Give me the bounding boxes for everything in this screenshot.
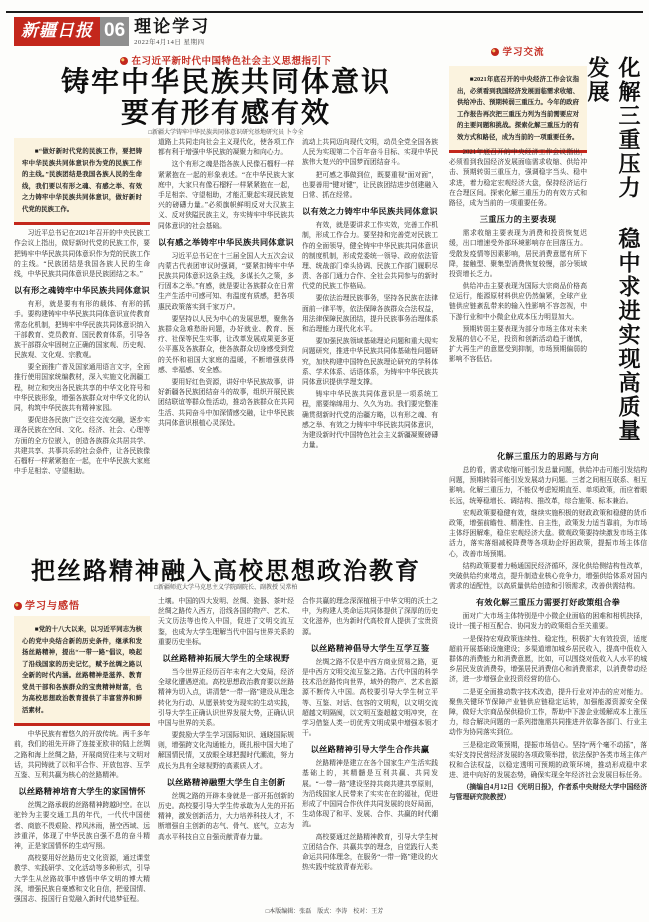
masthead <box>14 17 210 46</box>
paragraph: 丝绸之路承载的丝路精神跨越时空。在以驼铃为主要交通工具的年代，一代代中国使者、商旅不畏艰险、栉风沐雨，凿空西域、远涉重洋，体现了中华民族自强不息的奋斗精神，正是家国情怀的生动写照。 <box>14 802 150 850</box>
paragraph: 2021年底召开的中央经济工作会议指出，必须看到我国经济发展面临需求收缩、供给冲击、预期转弱三重压力，强调稳字当头、稳中求进，着力稳定宏观经济大盘，保持经济运行在合理区间。探索化解三重压力的有效方式和路径，成为当前的一项重要任务。 <box>449 149 587 207</box>
paragraph: 中华民族有着悠久的开放传统。两千多年前，我们的祖先开辟了连接亚欧非的陆上丝绸之路和海上丝绸之路，开展商贸往来与文明对话，共同铸就了以和平合作、开放包容、互学互鉴、互利共赢为核心的丝路精神。 <box>14 731 150 779</box>
source-note: （摘编自4月12日《光明日报》，作者系中央财经大学中国经济与管理研究院教授） <box>449 784 647 802</box>
main-kicker <box>14 53 438 67</box>
paragraph: 要坚持以人民为中心的发展思想，聚焦各族群众急难愁盼问题，办好就业、教育、医疗、社保等民生实事，让改革发展成果更多更公平惠及各族群众，使各族群众切身感受到党的关怀和祖国大家庭的温暖，不断增强获得感、幸福感、安全感。 <box>158 315 294 374</box>
paragraph: 高校要通过丝路精神教育，引导大学生树立团结合作、共赢共享的理念，自觉践行人类命运共同体理念，在服务“一带一路”建设的火热实践中绽放青春光彩。 <box>302 833 438 872</box>
bottom-col-3 <box>302 597 438 903</box>
right-vertical-headline: 化解三重压力 稳中求进实现高质量发展 <box>585 56 641 443</box>
paragraph: 结构政策要着力畅通国民经济循环，深化供给侧结构性改革，突破供给约束堵点，提升制造业核心竞争力，增强供给体系对国内需求的适配性，以高质量供给创造和引领需求，改善供需结构。 <box>449 562 647 591</box>
subhead-hezuo-gongying: 以丝路精神引导大学生合作共赢 <box>310 745 430 755</box>
study-reflection-header <box>14 597 150 612</box>
right-summary-box-wrap <box>449 66 579 157</box>
paragraph: 当今世界正经历百年未有之大变局，经济全球化遭遇逆流。高校思想政治教育要以丝路精神为切入点，讲清楚“一带一路”建设从理念转化为行动、从愿景转变为现实的生动实践，引导大学生正确认识世界发展大势，正确认识中国与世界的关系。 <box>158 668 294 727</box>
bottom-col-1 <box>14 597 150 903</box>
emblem-icon <box>120 57 128 65</box>
paragraph: 这个有形之魂是指各族人民像石榴籽一样紧紧抱在一起的形象表述。“在中华民族大家庭中，大家只有像石榴籽一样紧紧抱在一起，手足相亲、守望相助，才能汇聚起实现民族复兴的磅礴力量。”必须旗帜鲜明反对大汉族主义、反对狭隘民族主义，夯实铸牢中华民族共同体意识的社会基础。 <box>158 161 294 230</box>
main-col-2 <box>158 138 294 546</box>
main-col-1 <box>14 138 150 546</box>
paragraph: 有形，就是要有有形的载体、有形的抓手。要构建铸牢中华民族共同体意识宣传教育常态化机制，把铸牢中华民族共同体意识纳入干部教育、党员教育、国民教育体系，引导各族干部群众牢固树立正确的国家观、历史观、民族观、文化观、宗教观。 <box>14 301 150 360</box>
bottom-summary-box <box>14 616 150 726</box>
main-col-3 <box>302 138 438 546</box>
subhead-zhengce-zuheqian: 有效化解三重压力需要打好政策组合拳 <box>475 598 621 608</box>
bottom-summary-text: ■党的十八大以来，以习近平同志为核心的党中央结合新的历史条件，继承和发扬丝路精神，提出“一带一路”倡议，唤起了沿线国家的历史记忆，赋予丝绸之路以全新的时代内涵。丝路精神是滋养、教育党员干部和各族群众的宝贵精神财富，也为高校思想政治教育提供了丰富营养和鲜活素材。 <box>22 626 142 714</box>
subhead-huxue-hujian: 以丝路精神倡导大学生互学互鉴 <box>310 643 430 653</box>
paragraph: 三是稳定政策预期，提振市场信心。坚持“两个毫不动摇”，落实好支持民营经济发展的各项政策举措，依法保护各类市场主体产权和合法权益，以稳定透明可预期的政策环境，推动形成稳中求进、进中向好的发展态势，确保实现全年经济社会发展目标任务。 <box>449 741 647 780</box>
bottom-col-2 <box>158 597 294 903</box>
main-summary-box <box>14 138 150 225</box>
paragraph: 有效，就是要讲求工作实效，完善工作机制，形成工作合力。要坚持和完善党对民族工作的全面领导，健全铸牢中华民族共同体意识的制度机制，形成党委统一领导、政府依法管理、统战部门牵头协调、民族工作部门履职尽责、各部门通力合作、全社会共同参与的新时代党的民族工作格局。 <box>302 222 438 291</box>
bottom-headline: 把丝路精神融入高校思想政治教育 <box>31 558 421 585</box>
main-kicker-text: 在习近平新时代中国特色社会主义思想指引下 <box>131 56 332 67</box>
subhead-jiaguo-qinghuai: 以丝路精神培育大学生的家国情怀 <box>18 787 146 797</box>
main-headline-line1: 铸牢中华民族共同体意识 <box>60 66 391 97</box>
subhead-silu-fangxiang: 化解三重压力的思路与方向 <box>497 452 599 461</box>
paragraph: 面对广大市场主体特别是中小微企业面临的困难和相机抉择，设计一揽子相互配合、协同发力的政策组合至关重要。 <box>449 613 647 631</box>
subhead-youxing: 以有形之魂铸牢中华民族共同体意识 <box>14 286 150 296</box>
paragraph: 需求收缩主要表现为消费和投资恢复迟缓，出口增速受外部环境影响存在回落压力。受散发疫情等因素影响，居民消费意愿有所下降，接触型、聚集型消费恢复较慢，部分领域投资增长乏力。 <box>449 230 587 278</box>
page-number: 06 <box>100 17 129 46</box>
paragraph: 习近平总书记在2021年召开的中央民族工作会议上指出，做好新时代党的民族工作，要把铸牢中华民族共同体意识作为党的民族工作的主线。“民族团结是我国各族人民的生命线，中华民族共同体意识是民族团结之本。” <box>14 230 150 278</box>
emblem-icon <box>491 48 499 56</box>
paragraph: 预期转弱主要表现为部分市场主体对未来发展的信心不足，投资和创新活动趋于谨慎，扩大再生产的意愿受到抑制，市场预期偏弱的影响不容低估。 <box>449 325 587 364</box>
subhead-quanqiu-shiye: 以丝路精神拓展大学生的全球视野 <box>162 653 290 663</box>
right-article-narrow-column <box>449 148 587 444</box>
section-title: 理论学习 <box>134 17 211 36</box>
paragraph: 要加强民族领域基础理论问题和重大现实问题研究，推进中华民族共同体基础性问题研究，加快构建中国特色民族理论研究的学科体系、学术体系、话语体系，为铸牢中华民族共同体意识提供学理支撑。 <box>302 338 438 386</box>
subhead-yougan: 以有感之举铸牢中华民族共同体意识 <box>158 237 294 247</box>
paragraph: 要全面推广普及国家通用语言文字，全面推行使用国家统编教材，深入实施文化润疆工程，树立和突出各民族共享的中华文化符号和中华民族形象，增强各族群众对中华文化的认同，构筑中华民族共有精神家园。 <box>14 364 150 412</box>
main-summary-text: ■“做好新时代党的民族工作，要把铸牢中华民族共同体意识作为党的民族工作的主线。”民族团结是我国各族人民的生命线，我们要以有形之魂、有感之举、有效之力铸牢中华民族共同体意识，做好新时代党的民族工作。 <box>22 148 142 213</box>
right-summary-text: ■2021年底召开的中央经济工作会议指出，必须看到我国经济发展面临需求收缩、供给冲击、预期转弱三重压力。今年的政府工作报告再次把三重压力列为当前需要应对的主要问题和挑战。探索化解三重压力的有效方式和路径，成为当前的一项重要任务。 <box>457 76 579 141</box>
paragraph: 高校要用好丝路历史文化资源，通过课堂教学、实践研学、文化活动等多种形式，引导大学生从丝路故事中感悟中华文明的博大精深，增强民族自豪感和文化自信，把爱国情、强国志、报国行自觉融入新时代追梦征程。 <box>14 855 150 903</box>
paragraph: 总的看，需求收缩可能引发总量问题，供给冲击可能引发结构问题，预期转弱可能引发发展动力问题。三者之间相互联系、相互影响。化解三重压力，不能仅考虑短期直至、单项政策，而应着眼长远，统筹稳增长、调结构、推改革，综合施策、标本兼治。 <box>449 467 647 505</box>
page-date: 2022年4月14日 星期四 <box>134 39 205 46</box>
main-headline-line2: 要有形有感有效 <box>120 97 331 129</box>
bottom-byline: □新疆师范大学马克思主义学院副院长、副教授 吴常柏 <box>154 585 298 591</box>
paragraph: 丝绸之路的开辟本身就是一部开拓创新的历史。高校要引导大学生传承敢为人先的开拓精神，激发创新活力，大力培养科技人才，不断增强自主创新的志气、骨气、底气，立志为高水平科技自立自强贡献青春力量。 <box>158 792 294 841</box>
paragraph: 一是保持宏观政策连续性、稳定性，积极扩大有效投资，适度超前开展基础设施建设；多渠道增加城乡居民收入，提高中低收入群体的消费能力和消费意愿，比如，可以围绕对低收入人水平的城乡居民发放消费券，增强居民消费信心和消费需求，以消费带动经济，进一步增强企业投资经营的信心。 <box>449 635 647 684</box>
paragraph: 土壤。中国的四大发明、丝绸、瓷器、茶叶经丝绸之路传入西方，沿线各国的物产、艺术、天文历法等也传入中国，促进了文明交流互鉴，也成为大学生理解当代中国与世界关系的重要历史坐标。 <box>158 598 294 646</box>
section-block <box>134 17 210 46</box>
main-article-columns <box>14 138 438 546</box>
main-headline <box>14 66 438 129</box>
study-exchange-header <box>448 44 588 58</box>
paragraph: 道路上共同走向社会主义现代化，使各项工作都有利于增强中华民族的凝聚力和向心力。 <box>158 139 294 157</box>
paragraph: 要依法治理民族事务，坚持各民族在法律面前一律平等，依法保障各族群众合法权益，用法律保障民族团结，提升民族事务治理体系和治理能力现代化水平。 <box>302 295 438 333</box>
paragraph: 要用好红色资源，讲好中华民族故事，讲好新疆各民族团结奋斗的故事，组织开展民族团结联谊等群众性活动，推动各族群众在共同生活、共同奋斗中加深情感交融，让中华民族共同体意识根植心灵深处。 <box>158 378 294 427</box>
main-byline: □新疆大学铸牢中华民族共同体意识研究基地研究员 卜今全 <box>148 130 304 136</box>
paragraph: 把可感之事做到位，既要重视“面对面”，也要善用“键对键”，让民族团结进步创建融入日常、抓在经常。 <box>302 171 438 199</box>
top-rule <box>6 11 643 13</box>
emblem-icon <box>14 602 22 610</box>
paragraph: 丝绸之路不仅是中西方商业贸易之路，更是中西方文明交流互鉴之路。古代中国的科学技术沿丝路传向世界，域外的物产、艺术也源源不断传入中国。高校要引导大学生树立平等、互鉴、对话、包容的文明观，以文明交流超越文明隔阂，以文明互鉴超越文明冲突，在学习借鉴人类一切优秀文明成果中增强本领才干。 <box>302 658 438 738</box>
paragraph: 宏观政策要稳健有效，继续实施积极的财政政策和稳健的货币政策，增强前瞻性、精准性、自主性，政策发力适当靠前，为市场主体纾困解难，稳住宏观经济大盘。微观政策要持续激发市场主体活力，落实落细减税降费等各项助企纾困政策，提振市场主体信心，改善市场预期。 <box>449 509 647 558</box>
right-article-wide-column <box>449 446 647 892</box>
paragraph: 要鼓励大学生学习国际知识、通晓国际规则，增强跨文化沟通能力，既扎根中国大地了解国情民情，又放眼全球把握时代潮流，努力成长为具有全球视野的高素质人才。 <box>158 732 294 770</box>
study-reflection-label: 学习与感悟 <box>25 601 80 612</box>
paragraph: 丝路精神是建立在各个国家生产生活实践基础上的，其精髓是互利共赢、共同发展。“一带一路”建设坚持共商共建共享原则，为沿线国家人民带来了实实在在的福祉，促进形成了中国同合作伙伴共同发展的良好局面，生动体现了和平、发展、合作、共赢的时代潮流。 <box>302 760 438 829</box>
right-summary-box <box>449 66 587 153</box>
subhead-zizhu-chuangxin: 以丝路精神融塑大学生自主创新 <box>166 777 286 787</box>
paragraph: 要促进各民族广泛交往交流交融，逐步实现各民族在空间、文化、经济、社会、心理等方面的全方位嵌入，创造各族群众共居共学、共建共享、共事共乐的社会条件，让各民族像石榴籽一样紧紧抱在一起，在中华民族大家庭中手足相亲、守望相助。 <box>14 417 150 476</box>
study-exchange-label: 学习交流 <box>502 47 545 58</box>
paragraph: 流动上共同迈向现代文明，动员全党全国各族人民为实现第二个百年奋斗目标、实现中华民族伟大复兴的中国梦而团结奋斗。 <box>302 139 438 167</box>
paragraph: 铸牢中华民族共同体意识是一项系统工程，需要绵绵用力、久久为功。我们要完整准确贯彻新时代党的治疆方略，以有形之魂、有感之举、有效之力铸牢中华民族共同体意识，为建设新时代中国特色社会主义新疆凝聚磅礴力量。 <box>302 391 438 450</box>
subhead-youxiao: 以有效之力铸牢中华民族共同体意识 <box>302 207 438 217</box>
paragraph: 习近平总书记在十三届全国人大五次会议内蒙古代表团审议时强调，“要紧扣铸牢中华民族共同体意识这条主线，多谋长久之策，多行固本之举。”有感，就是要让各族群众在日常生产生活中可感可知、有温度有质感，把各项惠民政策落实到千家万户。 <box>158 252 294 311</box>
paragraph: 合作共赢的理念深深植根于中华文明的沃土之中，为构建人类命运共同体提供了深厚的历史文化滋养，也为新时代高校育人提供了宝贵资源。 <box>302 598 438 636</box>
paper-logo: 新疆日报 <box>14 17 100 46</box>
page-footer: □本版编辑：张磊 版式：李涛 校对：王芳 <box>265 909 384 915</box>
paragraph: 供给冲击主要表现为国际大宗商品价格高位运行，能源原材料供应仍然偏紧，全球产业链供应链紊乱带来的输入性影响不容忽视，中下游行业和中小微企业成本压力明显加大。 <box>449 283 587 321</box>
bottom-article-columns <box>14 597 438 903</box>
subhead-sanchong-biaoxian: 三重压力的主要表现 <box>479 215 557 225</box>
paragraph: 二是更全面推动数字技术改造，提升行业对冲击的应对能力。聚焦关键环节保障产业链供应链稳定运转，加强能源资源安全保障，做好大宗商品保供稳价工作，帮助中下游企业缓解成本上涨压力，综合解决问题的一系列措施需共同推进并依靠各部门、行业主动作为协同落实到位。 <box>449 688 647 737</box>
